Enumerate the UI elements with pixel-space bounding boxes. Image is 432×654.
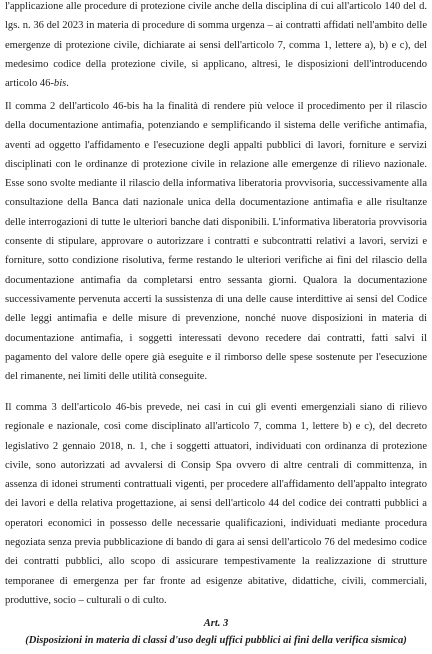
paragraph-1 xyxy=(5,0,427,93)
article-number: Art. 3 xyxy=(203,618,229,629)
paragraph-1-italic-suffix: bis xyxy=(53,78,67,90)
paragraph-2: Il comma 2 dell'articolo 46-bis ha la finalità di rendere più veloce il procedimento per il rilascio della documentazione antimafia, potenziando e semplificando il sistema delle verifiche antimafia, aventi ad oggetto l'affidamento e l'esecuzione degli appalti pubblici di lavori, forniture e servizi disciplinati con le ordinanze di protezione civile in relazione alle emergenze di rilievo nazionale. Esse sono svolte mediante il rilascio della informativa liberatoria provvisoria, successivamente alla consultazione della Banca dati nazionale unica della documentazione antimafia e alle risultanze delle interrogazioni di tutte le ulteriori banche dati disponibili. L'informativa liberatoria provvisoria consente di stipulare, approvare o autorizzare i contratti e subcontratti relativi a lavori, servizi e forniture, sotto condizione risolutiva, ferme restando le ulteriori verifiche ai fini del rilascio della documentazione antimafia da completarsi entro sessanta giorni. Qualora la documentazione successivamente pervenuta accerti la sussistenza di una delle cause interdittive ai sensi del Codice delle leggi antimafia e delle misure di prevenzione, nonché nuove disposizioni in materia di documentazione antimafia, i soggetti interessati devono recedere dai contratti, fatti salvi il pagamento del valore delle opere già eseguite e il rimborso delle spese sostenute per l'esecuzione del rimanente, nei limiti delle utilità conseguite. xyxy=(5,101,427,383)
article-title: (Disposizioni in materia di classi d'uso degli uffici pubblici ai fini della verifica sismica) xyxy=(25,635,407,646)
paragraph-1-text: l'applicazione alle procedure di protezione civile anche della disciplina di cui all'articolo 140 del d. lgs. n. 36 del 2023 in materia di procedure di somma urgenza – ai contratti affidati nell'ambito delle emergenze di protezione civile, dichiarate ai sensi dell'articolo 7, comma 1, lettere a), b) e c), del medesimo codice della protezione civile, si applicano, altresì, le disposizioni dell'introducendo articolo 46- xyxy=(5,1,427,90)
paragraph-3: Il comma 3 dell'articolo 46-bis prevede, nei casi in cui gli eventi emergenziali siano di rilievo regionale e nazionale, così come disciplinato all'articolo 7, comma 1, lettere b) e c), del decreto legislativo 2 gennaio 2018, n. 1, che i soggetti attuatori, individuati con ordinanza di protezione civile, sono autorizzati ad avvalersi di Consip Spa ovvero di altre centrali di committenza, in assenza di idonei strumenti contrattuali vigenti, per procedere all'affidamento dell'appalto integrato dei lavori e della relativa progettazione, ai sensi dell'articolo 44 del codice dei contratti pubblici a operatori economici in possesso delle necessarie qualificazioni, individuati mediante procedura negoziata senza previa pubblicazione di bando di gara ai sensi dell'articolo 76 del medesimo codice dei contratti pubblici, allo scopo di assicurare tempestivamente la realizzazione di strutture temporanee di emergenza per far fronte ad esigenze abitative, didattiche, civili, commerciali, produttive, socio – culturali o di culto. xyxy=(5,402,427,606)
paragraph-1-end: . xyxy=(66,78,69,90)
